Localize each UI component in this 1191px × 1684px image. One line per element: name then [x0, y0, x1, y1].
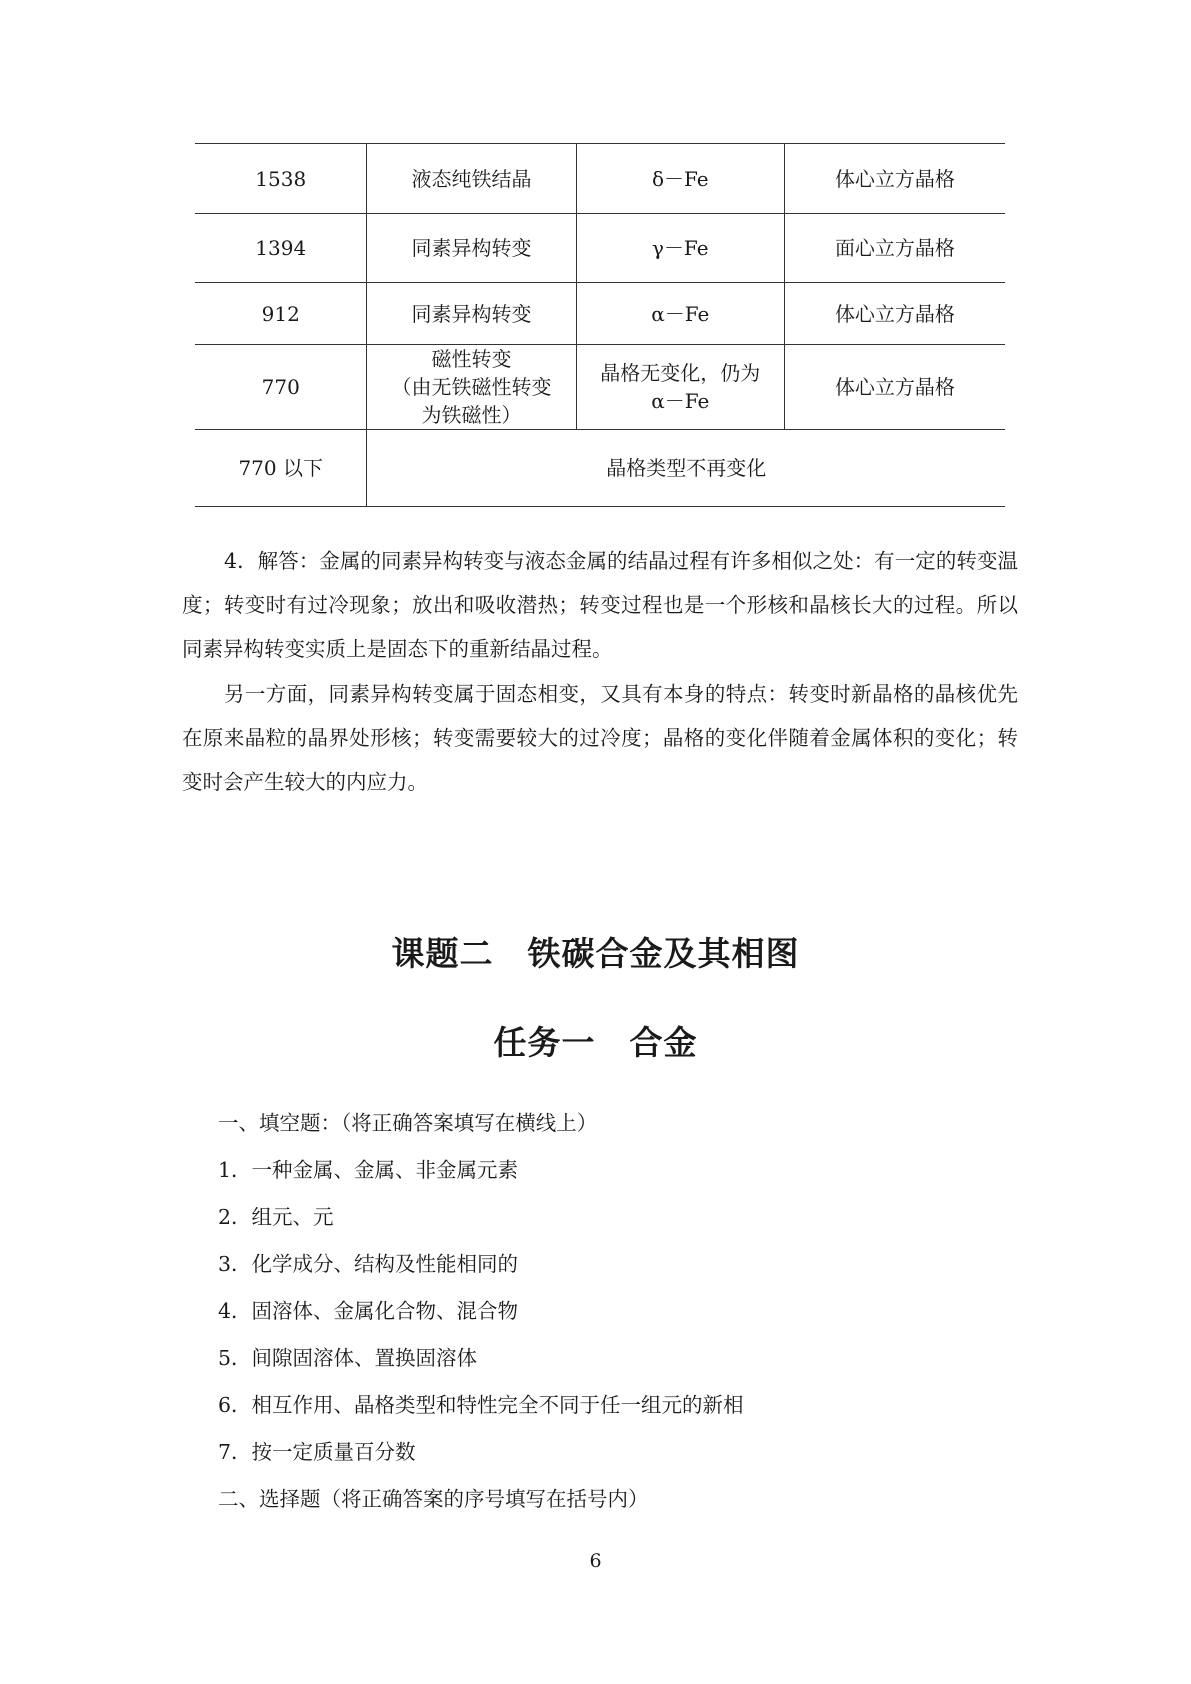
table-cell-line: 磁性转变 — [431, 347, 512, 371]
list-item: 6．相互作用、晶格类型和特性完全不同于任一组元的新相 — [218, 1393, 744, 1417]
table-cell-form: α－Fe — [576, 283, 784, 345]
table-cell-line: 晶格无变化，仍为 — [600, 361, 761, 385]
table-cell-lattice: 体心立方晶格 — [784, 283, 1005, 345]
answer-paragraph: 4．解答：金属的同素异构转变与液态金属的结晶过程有许多相似之处：有一定的转变温度；转变时有过冷现象；放出和吸收潜热；转变过程也是一个形核和晶核长大的过程。所以同素异构转变实质上是固态下的重新结晶过程。 — [182, 549, 1018, 661]
table-cell-line: 为铁磁性） — [421, 403, 522, 427]
page-number: 6 — [589, 1550, 602, 1572]
table-cell-form — [576, 345, 784, 430]
table-row — [195, 144, 1005, 214]
table-cell-process — [367, 345, 576, 430]
section-heading: 一、填空题：（将正确答案填写在横线上） — [218, 1111, 598, 1135]
table-cell-line: α－Fe — [651, 389, 710, 413]
table-cell-temp: 770 — [195, 345, 367, 430]
answer-paragraph: 另一方面，同素异构转变属于固态相变，又具有本身的特点：转变时新晶格的晶核优先在原来晶粒的晶界处形核；转变需要较大的过冷度；晶格的变化伴随着金属体积的变化；转变时会产生较大的内应力。 — [182, 682, 1018, 794]
list-item: 7．按一定质量百分数 — [218, 1440, 416, 1464]
table-cell-form: γ－Fe — [576, 214, 784, 283]
table-cell-temp: 912 — [195, 283, 367, 345]
list-item: 1．一种金属、金属、非金属元素 — [218, 1158, 519, 1182]
table-row — [195, 214, 1005, 283]
table-cell-process: 同素异构转变 — [367, 283, 576, 345]
table-row — [195, 430, 1005, 507]
table-cell-form: δ－Fe — [576, 144, 784, 214]
table-cell-lattice: 面心立方晶格 — [784, 214, 1005, 283]
table-cell-line: （由无铁磁性转变 — [391, 375, 552, 399]
table-row — [195, 283, 1005, 345]
table-cell-process: 同素异构转变 — [367, 214, 576, 283]
table-row — [195, 345, 1005, 430]
list-item: 2．组元、元 — [218, 1205, 334, 1229]
table-cell-temp: 770 以下 — [195, 430, 367, 507]
table-cell-lattice: 体心立方晶格 — [784, 345, 1005, 430]
list-item: 5．间隙固溶体、置换固溶体 — [218, 1346, 478, 1370]
table-cell-process: 液态纯铁结晶 — [367, 144, 576, 214]
task-heading: 任务一 合金 — [493, 1023, 698, 1062]
table-cell-merged: 晶格类型不再变化 — [367, 430, 1005, 507]
list-item: 4．固溶体、金属化合物、混合物 — [218, 1299, 519, 1323]
list-item: 3．化学成分、结构及性能相同的 — [218, 1252, 519, 1276]
topic-heading: 课题二 铁碳合金及其相图 — [391, 934, 800, 973]
table-cell-temp: 1394 — [195, 214, 367, 283]
table-cell-lattice: 体心立方晶格 — [784, 144, 1005, 214]
phase-transformation-table — [195, 143, 1005, 507]
section-heading: 二、选择题（将正确答案的序号填写在括号内） — [218, 1487, 649, 1511]
table-cell-temp: 1538 — [195, 144, 367, 214]
